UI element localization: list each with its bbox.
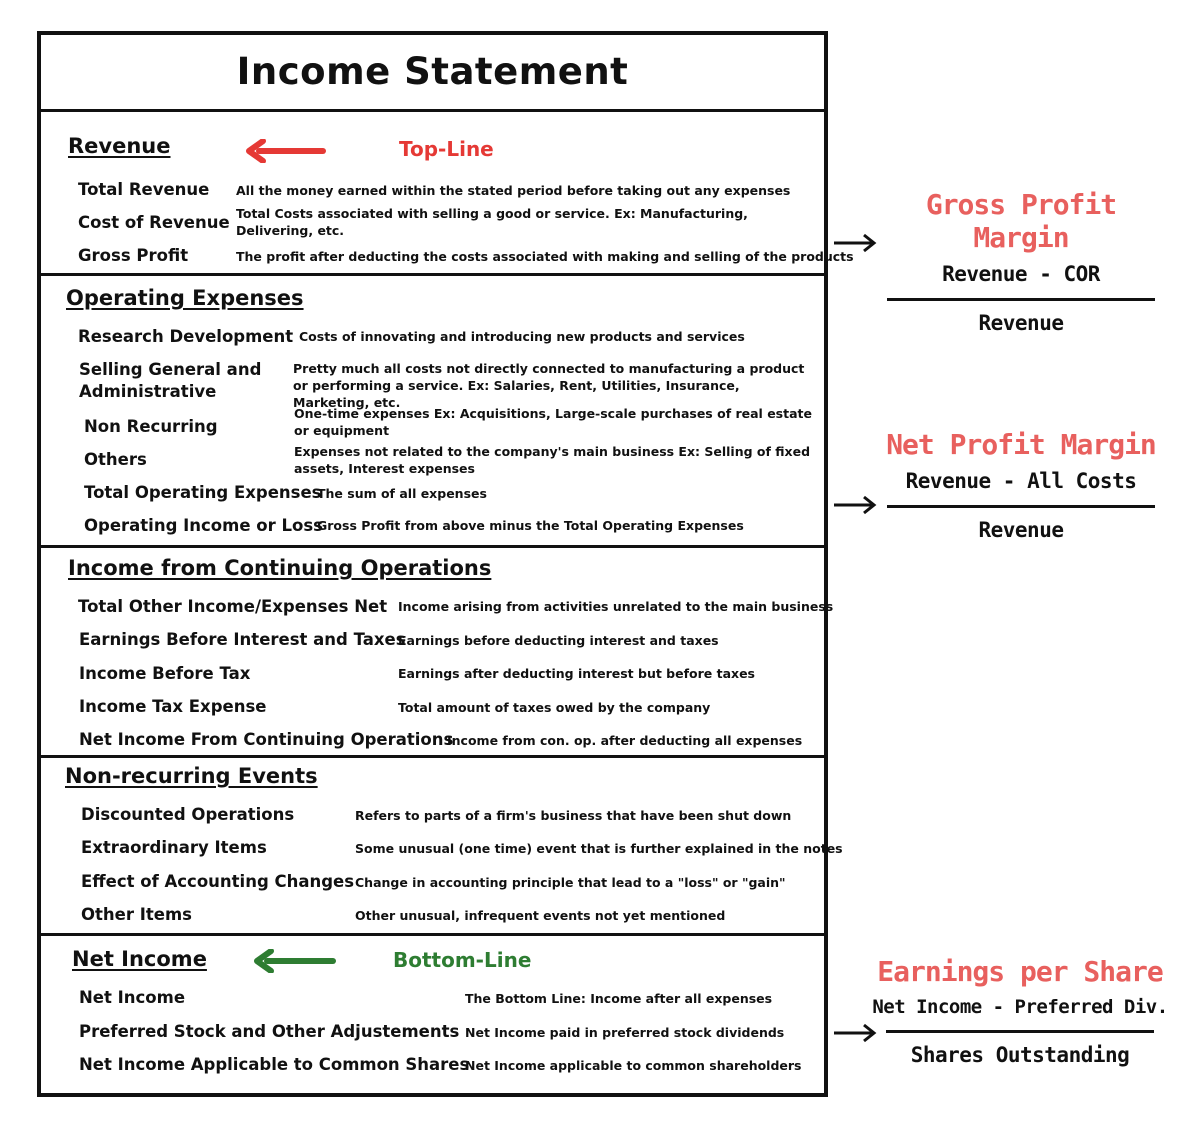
line-item-label: Net Income (79, 988, 186, 1007)
line-item-label: Income Tax Expense (79, 697, 267, 716)
divider (41, 755, 824, 758)
arrow-left-icon (241, 139, 331, 163)
line-item-desc: Costs of innovating and introducing new products and services (299, 329, 745, 344)
line-item-desc: Income arising from activities unrelated to the main business (398, 599, 834, 614)
line-item-desc: Refers to parts of a firm's business that have been shut down (355, 808, 792, 823)
fraction-bar (887, 298, 1155, 301)
line-item-label: Other Items (81, 905, 192, 924)
line-item-desc: All the money earned within the stated period before taking out any expenses (236, 183, 791, 198)
section-heading-continuing-operations: Income from Continuing Operations (68, 556, 492, 580)
line-item-desc: Total Costs associated with selling a good or service. Ex: Manufacturing, Delivering, etc. (236, 206, 748, 238)
formula-title: Earnings per Share (877, 955, 1163, 988)
page-title: Income Statement (236, 50, 629, 93)
line-item-label: Total Other Income/Expenses Net (78, 597, 388, 616)
formula-gross-profit-margin (881, 188, 1161, 335)
formula-numerator: Net Income - Preferred Div. (872, 996, 1168, 1018)
line-item-label: Gross Profit (78, 246, 189, 265)
line-item-desc: Total amount of taxes owed by the company (398, 700, 711, 715)
divider (41, 273, 824, 276)
section-heading-net-income: Net Income (72, 947, 207, 971)
formula-title: Net Profit Margin (886, 428, 1156, 461)
line-item-desc: Pretty much all costs not directly connected to manufacturing a product or performing a service. Ex: Salaries, Rent, Utilities, Insurance, Marketing, etc. (293, 361, 805, 410)
line-item-desc: The sum of all expenses (317, 486, 487, 501)
line-item-label: Selling General and Administrative (79, 360, 262, 401)
line-item-desc: The profit after deducting the costs associated with making and selling of the products (236, 249, 854, 264)
section-heading-operating-expenses: Operating Expenses (66, 286, 304, 310)
fraction-bar (887, 505, 1155, 508)
line-item-label: Extraordinary Items (81, 838, 267, 857)
line-item-label: Research Development (78, 327, 294, 346)
top-line-label: Top-Line (399, 137, 494, 161)
section-heading-non-recurring-events: Non-recurring Events (65, 764, 318, 788)
line-item-label: Discounted Operations (81, 805, 295, 824)
line-item-label: Non Recurring (84, 417, 218, 436)
line-item-label: Others (84, 450, 147, 469)
formula-numerator: Revenue - All Costs (905, 469, 1137, 493)
line-item-desc: Earnings before deducting interest and taxes (398, 633, 719, 648)
line-item-label: Operating Income or Loss (84, 516, 323, 535)
line-item-desc: Net Income applicable to common shareholders (465, 1058, 802, 1073)
formula-denominator: Revenue (978, 311, 1064, 335)
line-item-label: Effect of Accounting Changes (81, 872, 355, 891)
formula-denominator: Shares Outstanding (910, 1043, 1130, 1067)
income-statement-frame (37, 31, 854, 1097)
section-heading-revenue: Revenue (68, 134, 171, 158)
formula-earnings-per-share (870, 955, 1170, 1067)
divider (41, 545, 824, 548)
line-item-label: Net Income Applicable to Common Shares (79, 1055, 470, 1074)
line-item-desc: Expenses not related to the company's main business Ex: Selling of fixed assets, Interest expenses (294, 444, 811, 476)
line-item-desc: Change in accounting principle that lead to a "loss" or "gain" (355, 875, 786, 890)
line-item-desc: Earnings after deducting interest but before taxes (398, 666, 756, 681)
line-item-label: Cost of Revenue (78, 213, 230, 232)
line-item-desc: Other unusual, infrequent events not yet mentioned (355, 908, 726, 923)
line-item-desc: Gross Profit from above minus the Total Operating Expenses (317, 518, 744, 533)
formula-title: Gross Profit Margin (925, 188, 1117, 254)
line-item-label: Earnings Before Interest and Taxes (79, 630, 406, 649)
divider (41, 933, 824, 936)
line-item-label: Income Before Tax (79, 664, 251, 683)
fraction-bar (886, 1030, 1154, 1033)
line-item-desc: One-time expenses Ex: Acquisitions, Large-scale purchases of real estate or equipment (294, 406, 812, 438)
arrow-left-icon (249, 949, 339, 973)
line-item-desc: The Bottom Line: Income after all expenses (465, 991, 773, 1006)
line-item-label: Net Income From Continuing Operations (79, 730, 454, 749)
line-item-label: Total Revenue (78, 180, 210, 199)
divider (41, 109, 824, 112)
line-item-label: Total Operating Expenses (84, 483, 322, 502)
formula-numerator: Revenue - COR (942, 262, 1100, 286)
formula-net-profit-margin (881, 428, 1161, 542)
arrow-right-icon (832, 494, 880, 516)
line-item-label: Preferred Stock and Other Adjustements (79, 1022, 460, 1041)
formula-denominator: Revenue (978, 518, 1064, 542)
line-item-desc: Income from con. op. after deducting all expenses (447, 733, 803, 748)
line-item-desc: Net Income paid in preferred stock dividends (465, 1025, 785, 1040)
line-item-desc: Some unusual (one time) event that is further explained in the notes (355, 841, 843, 856)
bottom-line-label: Bottom-Line (393, 948, 532, 972)
arrow-right-icon (832, 232, 880, 254)
